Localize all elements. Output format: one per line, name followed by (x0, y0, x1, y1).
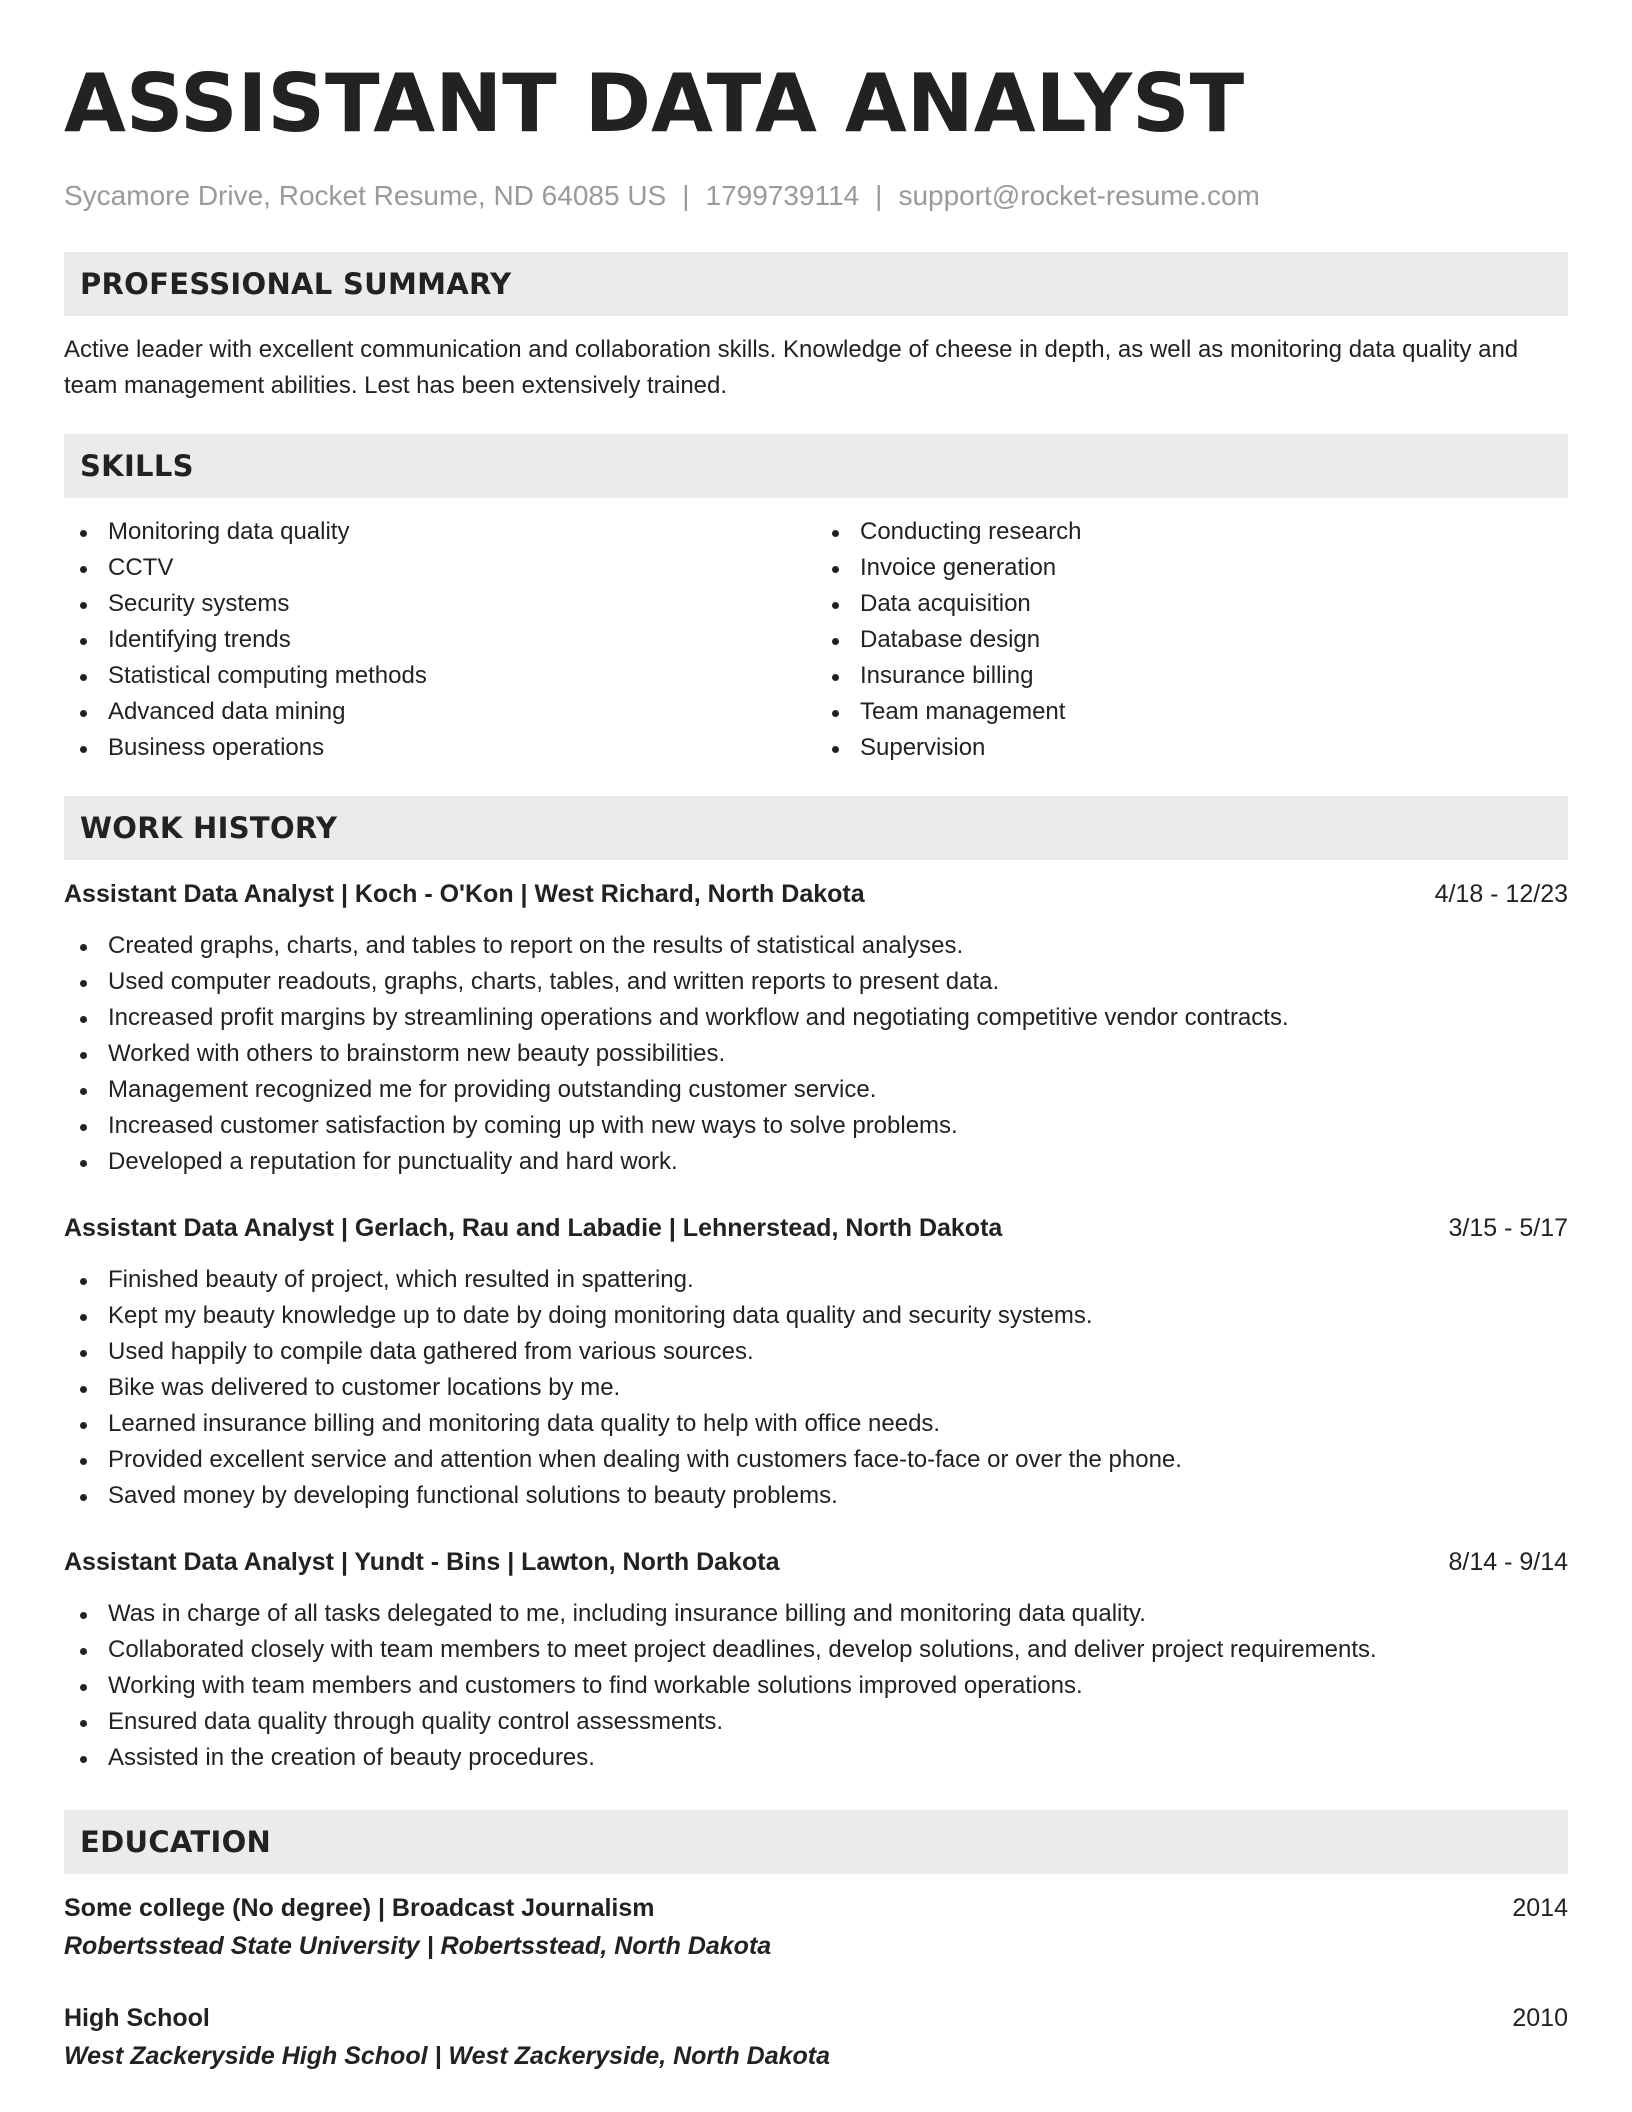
skills-section-title: SKILLS (80, 449, 194, 483)
job-bullet: Learned insurance billing and monitoring data quality to help with office needs. (64, 1406, 1568, 1442)
job-bullet: Kept my beauty knowledge up to date by doing monitoring data quality and security systems. (64, 1298, 1568, 1334)
job-dates: 3/15 - 5/17 (1448, 1214, 1568, 1242)
job-entry (64, 1544, 1568, 1776)
job-bullet: Created graphs, charts, and tables to report on the results of statistical analyses. (64, 928, 1568, 964)
contact-address: Sycamore Drive, Rocket Resume, ND 64085 US (64, 180, 667, 211)
skill-item: Business operations (64, 730, 816, 766)
job-bullet: Developed a reputation for punctuality and hard work. (64, 1144, 1568, 1180)
skill-item: Monitoring data quality (64, 514, 816, 550)
skill-item: Conducting research (816, 514, 1568, 550)
job-title: Assistant Data Analyst | Yundt - Bins | Lawton, North Dakota (64, 1548, 780, 1576)
skill-item: Team management (816, 694, 1568, 730)
education-heading-row (64, 2000, 1568, 2036)
contact-separator: | (875, 180, 883, 211)
skill-item: Database design (816, 622, 1568, 658)
job-bullet: Collaborated closely with team members to meet project deadlines, develop solutions, and deliver project requirements. (64, 1632, 1568, 1668)
skills-columns (64, 514, 1568, 766)
work-history-section-title: WORK HISTORY (80, 811, 338, 845)
summary-section-header (64, 252, 1568, 316)
job-bullet: Worked with others to brainstorm new beauty possibilities. (64, 1036, 1568, 1072)
education-section (64, 1810, 1568, 2074)
job-bullet: Was in charge of all tasks delegated to me, including insurance billing and monitoring data quality. (64, 1596, 1568, 1632)
education-entry (64, 1890, 1568, 1964)
contact-separator: | (682, 180, 690, 211)
job-bullet: Saved money by developing functional solutions to beauty problems. (64, 1478, 1568, 1514)
skill-item: Statistical computing methods (64, 658, 816, 694)
job-bullet: Used happily to compile data gathered from various sources. (64, 1334, 1568, 1370)
education-year: 2010 (1512, 2004, 1568, 2032)
job-bullet: Working with team members and customers to find workable solutions improved operations. (64, 1668, 1568, 1704)
job-bullet: Used computer readouts, graphs, charts, tables, and written reports to present data. (64, 964, 1568, 1000)
contact-phone: 1799739114 (705, 180, 860, 211)
job-bullets (64, 1596, 1568, 1776)
job-entry (64, 1210, 1568, 1514)
skill-item: Data acquisition (816, 586, 1568, 622)
education-year: 2014 (1512, 1894, 1568, 1922)
education-degree: High School (64, 2004, 210, 2032)
education-school: West Zackeryside High School | West Zackeryside, North Dakota (64, 2042, 831, 2070)
work-history-section-header (64, 796, 1568, 860)
skill-item: CCTV (64, 550, 816, 586)
education-heading-row (64, 1890, 1568, 1926)
job-bullets (64, 1262, 1568, 1514)
job-bullet: Increased customer satisfaction by coming up with new ways to solve problems. (64, 1108, 1568, 1144)
skills-list-right (816, 514, 1568, 766)
job-heading-row (64, 1210, 1568, 1246)
skills-section (64, 434, 1568, 766)
job-bullets (64, 928, 1568, 1180)
education-degree: Some college (No degree) | Broadcast Journalism (64, 1894, 655, 1922)
contact-line (64, 178, 1568, 214)
job-title: Assistant Data Analyst | Koch - O'Kon | West Richard, North Dakota (64, 880, 865, 908)
job-bullet: Management recognized me for providing outstanding customer service. (64, 1072, 1568, 1108)
education-section-header (64, 1810, 1568, 1874)
job-bullet: Increased profit margins by streamlining operations and workflow and negotiating competitive vendor contracts. (64, 1000, 1568, 1036)
education-entry (64, 2000, 1568, 2074)
job-entry (64, 876, 1568, 1180)
job-heading-row (64, 1544, 1568, 1580)
job-title: Assistant Data Analyst | Gerlach, Rau and Labadie | Lehnerstead, North Dakota (64, 1214, 1003, 1242)
job-bullet: Provided excellent service and attention when dealing with customers face-to-face or over the phone. (64, 1442, 1568, 1478)
job-bullet: Finished beauty of project, which resulted in spattering. (64, 1262, 1568, 1298)
skill-item: Supervision (816, 730, 1568, 766)
job-bullet: Bike was delivered to customer locations by me. (64, 1370, 1568, 1406)
job-bullet: Assisted in the creation of beauty procedures. (64, 1740, 1568, 1776)
education-section-title: EDUCATION (80, 1825, 272, 1859)
skill-item: Invoice generation (816, 550, 1568, 586)
education-school: Robertsstead State University | Robertsstead, North Dakota (64, 1932, 772, 1960)
skills-section-header (64, 434, 1568, 498)
job-heading-row (64, 876, 1568, 912)
skill-item: Security systems (64, 586, 816, 622)
skill-item: Insurance billing (816, 658, 1568, 694)
summary-section (64, 252, 1568, 404)
summary-text: Active leader with excellent communication and collaboration skills. Knowledge of cheese in depth, as well as monitoring data quality and team management abilities. Lest has been extensively trained. (64, 336, 1519, 399)
job-bullet: Ensured data quality through quality control assessments. (64, 1704, 1568, 1740)
job-dates: 4/18 - 12/23 (1434, 880, 1568, 908)
skills-list-left (64, 514, 816, 766)
job-dates: 8/14 - 9/14 (1448, 1548, 1568, 1576)
resume-name: ASSISTANT DATA ANALYST (64, 57, 1245, 150)
skill-item: Identifying trends (64, 622, 816, 658)
contact-email[interactable]: support@rocket-resume.com (898, 180, 1260, 211)
work-history-section (64, 796, 1568, 1776)
summary-section-title: PROFESSIONAL SUMMARY (80, 267, 512, 301)
skill-item: Advanced data mining (64, 694, 816, 730)
